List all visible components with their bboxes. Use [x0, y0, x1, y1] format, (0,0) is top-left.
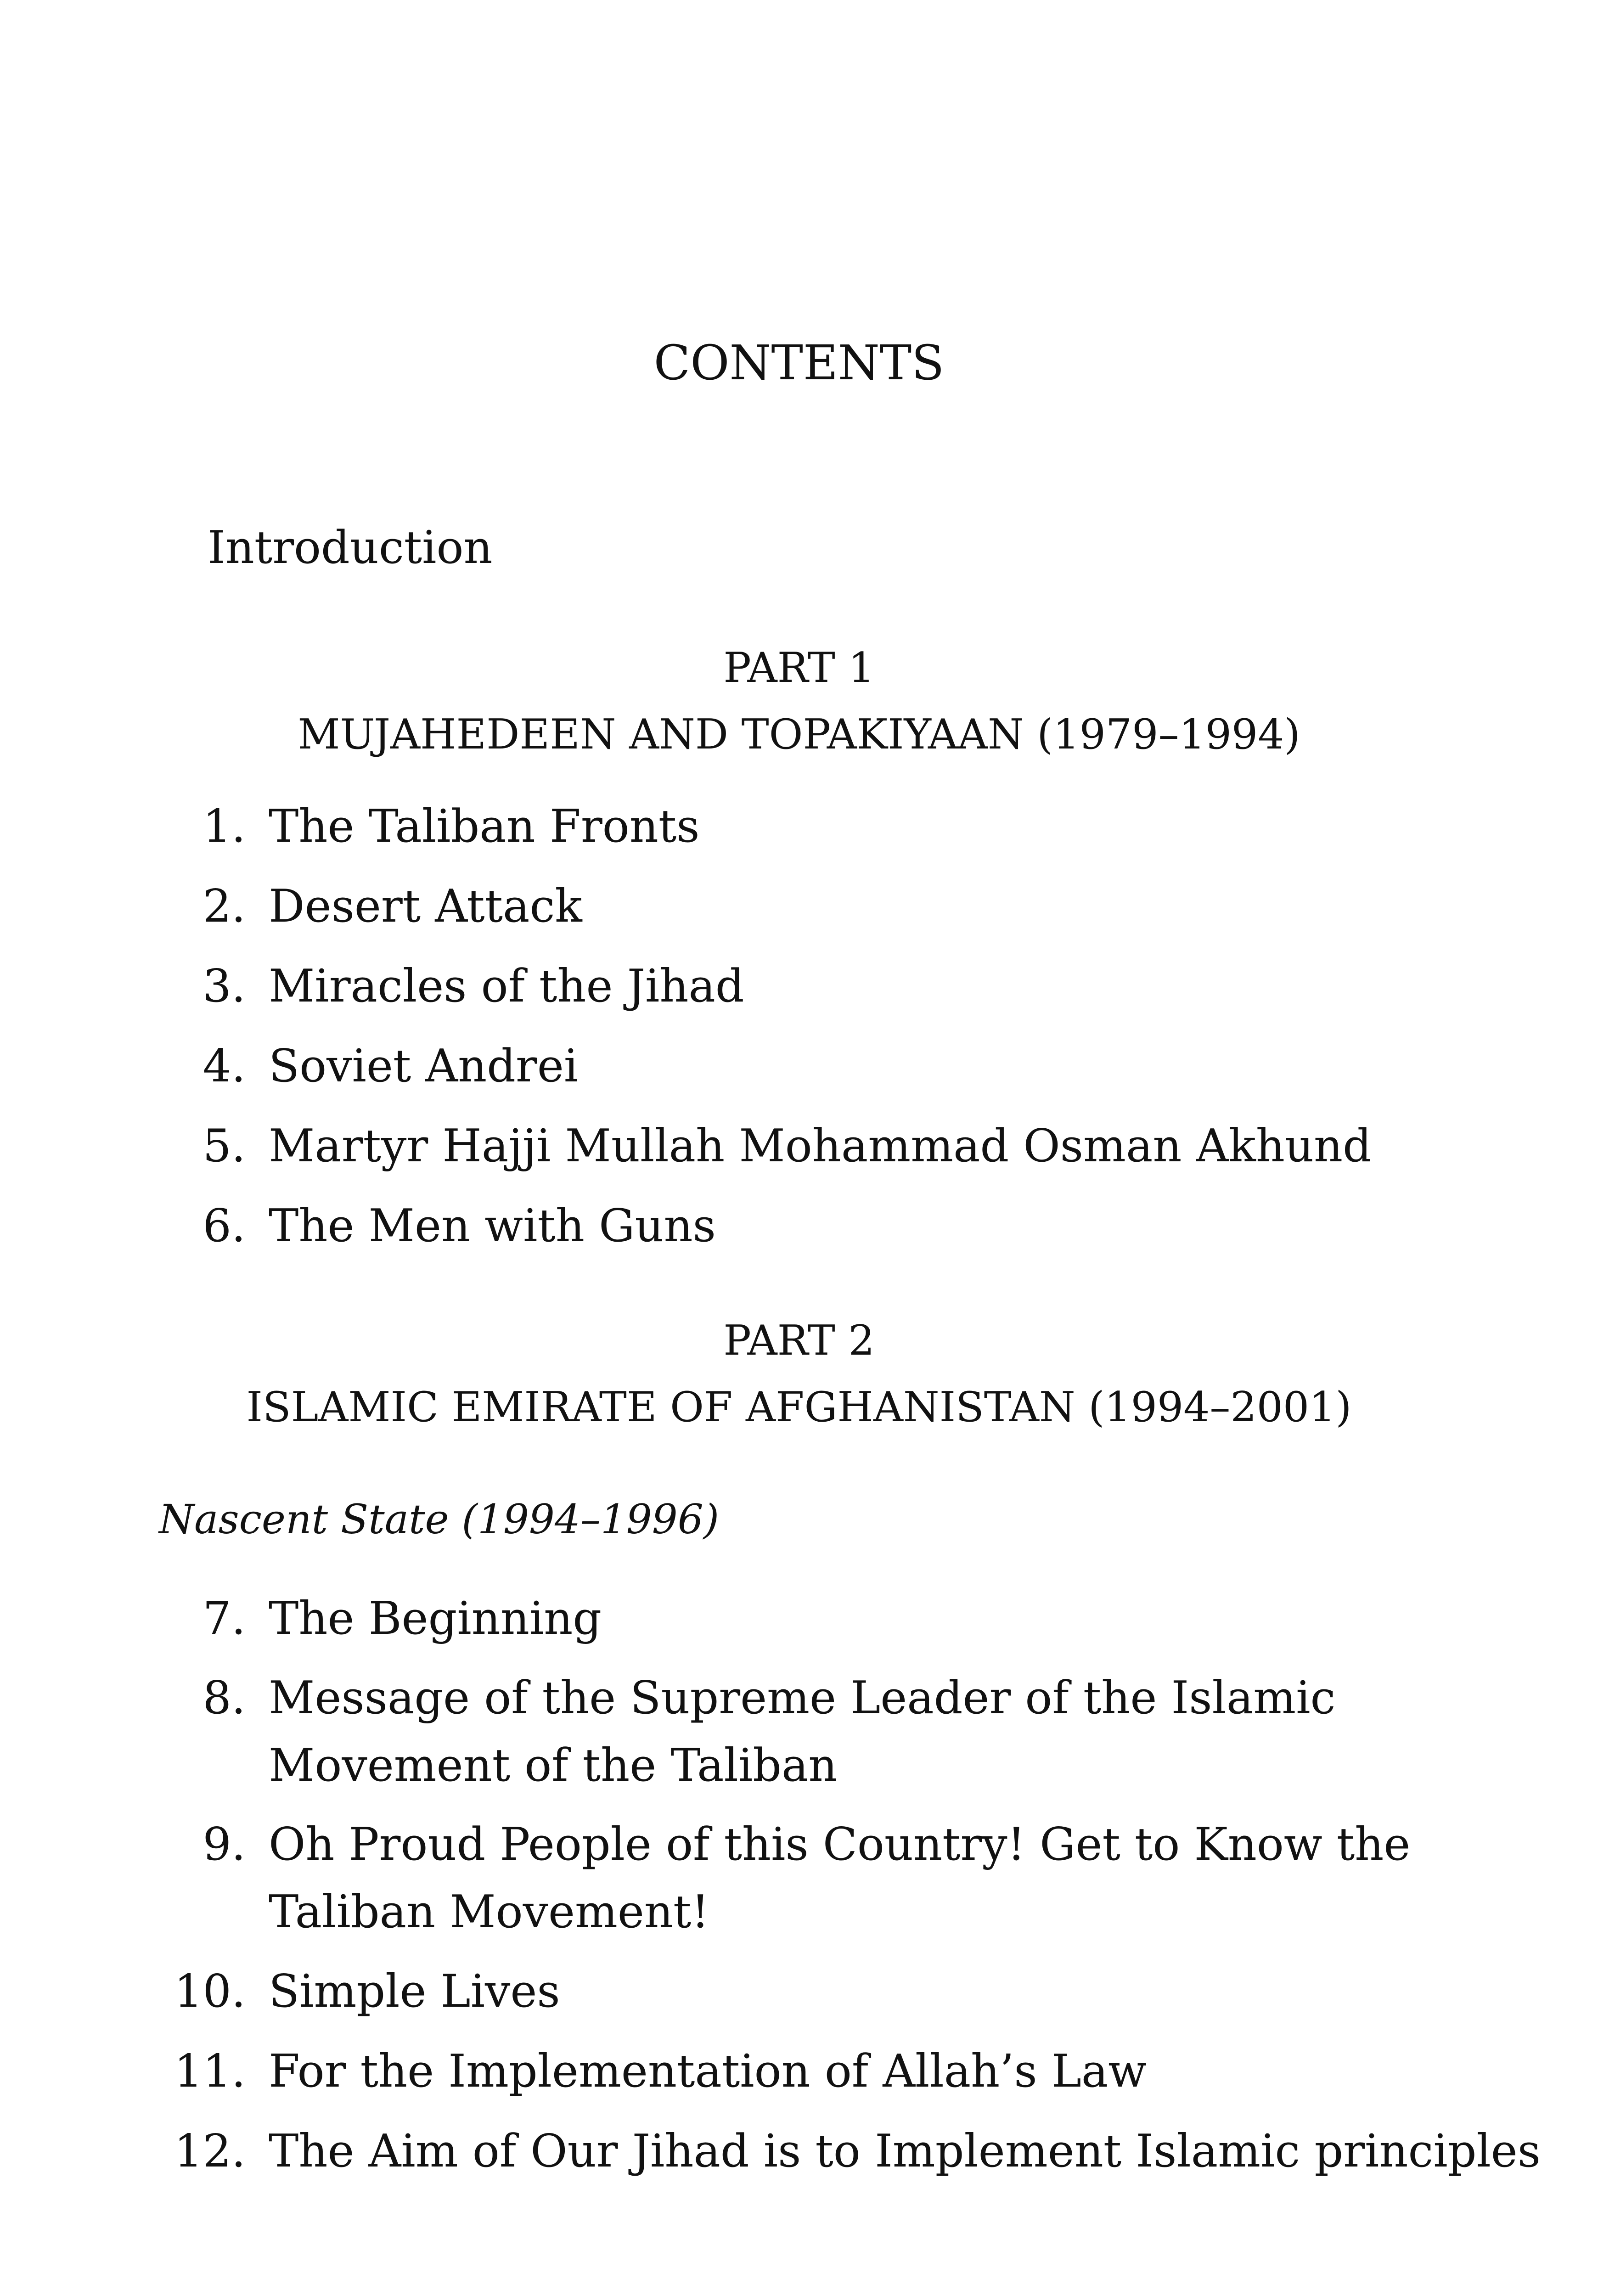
toc-entry-title: Desert Attack: [269, 880, 582, 933]
toc-entry-title-line-1: Message of the Supreme Leader of the Islamic: [269, 1672, 1336, 1724]
toc-entry-number: 9.: [203, 1818, 246, 1871]
toc-entry-title: The Taliban Fronts: [269, 800, 700, 853]
toc-entry-number: 1.: [203, 800, 246, 853]
toc-entry-number: 10.: [174, 1965, 246, 2018]
toc-entry-title-line-2: Taliban Movement!: [269, 1886, 709, 1938]
toc-entry-title-line-2: Movement of the Taliban: [269, 1739, 838, 1792]
toc-entry-title: Miracles of the Jihad: [269, 960, 744, 1013]
page-title: CONTENTS: [653, 335, 945, 391]
toc-entry-number: 7.: [203, 1593, 246, 1645]
toc-entry-title: Soviet Andrei: [269, 1040, 579, 1092]
toc-entry-number: 8.: [203, 1672, 246, 1724]
toc-entry-introduction[interactable]: Introduction: [208, 522, 493, 574]
toc-entry-number: 5.: [203, 1120, 246, 1172]
toc-entry-title: The Men with Guns: [269, 1200, 716, 1252]
toc-entry-number: 3.: [203, 960, 246, 1013]
section-heading: Nascent State (1994–1996): [159, 1496, 720, 1543]
toc-entry-number: 11.: [174, 2045, 246, 2098]
part-1-title: MUJAHEDEEN AND TOPAKIYAAN (1979–1994): [298, 710, 1300, 759]
toc-entry-number: 6.: [203, 1200, 246, 1252]
toc-entry-number: 2.: [203, 880, 246, 933]
toc-entry-title: The Beginning: [269, 1593, 602, 1645]
toc-entry-number: 4.: [203, 1040, 246, 1092]
toc-entry-title: Simple Lives: [269, 1965, 560, 2018]
part-2-number: PART 2: [723, 1317, 875, 1365]
toc-entry-title: For the Implementation of Allah’s Law: [269, 2045, 1147, 2098]
toc-entry-title: Martyr Hajji Mullah Mohammad Osman Akhund: [269, 1120, 1372, 1172]
toc-entry-title-line-1: Oh Proud People of this Country! Get to Know the: [269, 1818, 1411, 1871]
toc-entry-number: 12.: [174, 2125, 246, 2178]
part-1-number: PART 1: [723, 644, 875, 692]
toc-entry-title: The Aim of Our Jihad is to Implement Islamic principles: [269, 2125, 1541, 2178]
part-2-title: ISLAMIC EMIRATE OF AFGHANISTAN (1994–2001): [246, 1383, 1352, 1431]
